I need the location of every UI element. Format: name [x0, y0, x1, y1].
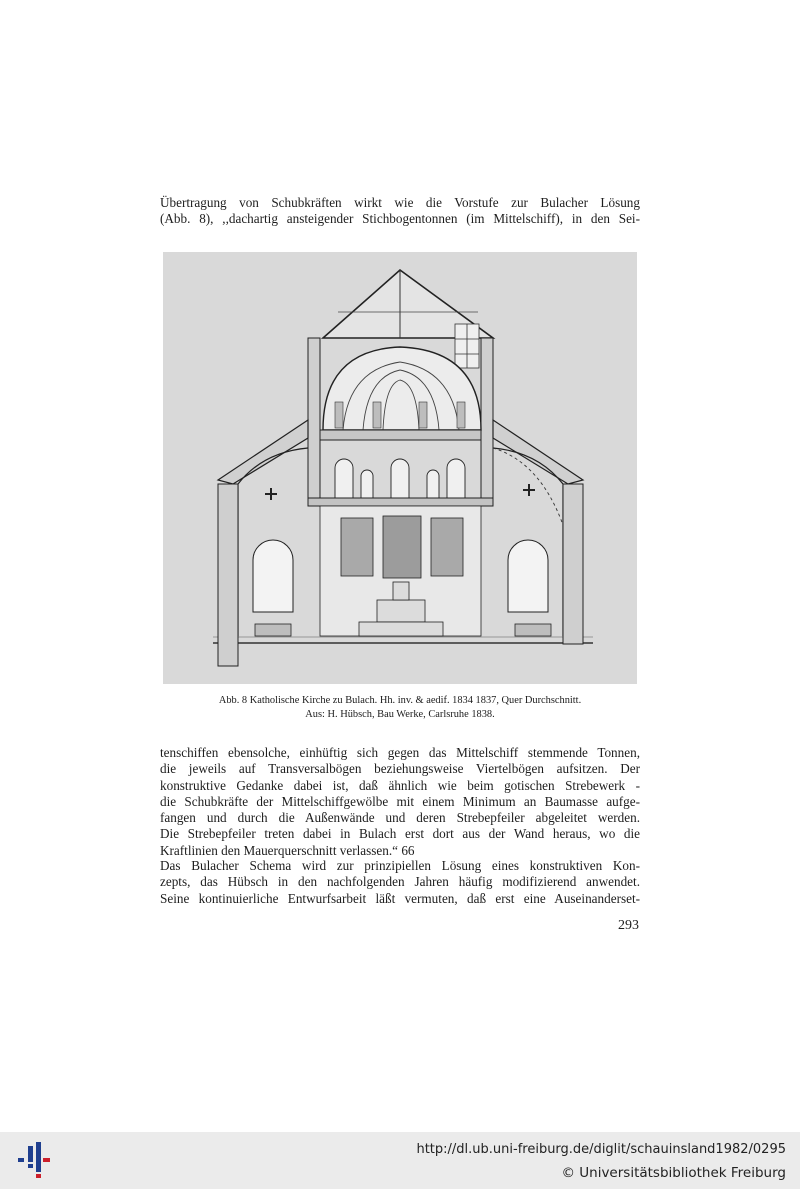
body-text-paragraph: [160, 745, 640, 859]
figure-caption-source: Aus: H. Hübsch, Bau Werke, Carlsruhe 1838.: [305, 709, 495, 720]
text-line: Das Bulacher Schema wird zur prinzipiellen Lösung eines konstruktiven Kon-: [160, 858, 640, 873]
ub-freiburg-logo-icon[interactable]: [14, 1140, 54, 1180]
text-line: konstruktive Gedanke dabei ist, daß ähnlich wie beim gotischen Strebewerk -: [160, 777, 640, 793]
text-line: fangen und durch die Außenwände und deren Strebepfeiler abgeleitet werden.: [160, 810, 640, 826]
text-line: Kraftlinien den Mauerquerschnitt verlassen.“ 66: [160, 842, 415, 858]
cross-section-drawing: [163, 252, 637, 684]
text-line: Übertragung von Schubkräften wirkt wie die Vorstufe zur Bulacher Lösung: [160, 195, 640, 210]
text-line: Seine kontinuierliche Entwurfsarbeit läßt vermuten, daß erst eine Auseinanderset-: [160, 890, 640, 906]
body-text-top: [160, 195, 640, 228]
viewer-footer: [0, 1132, 800, 1189]
church-cross-section-figure: [163, 252, 637, 684]
text-line: zepts, das Hübsch in den nachfolgenden Jahren häufig modifizierend anwendet.: [160, 874, 640, 890]
text-line: die Schubkräfte der Mittelschiffgewölbe mit einem Minimum an Baumasse aufge-: [160, 793, 640, 809]
body-text-paragraph: [160, 858, 640, 907]
document-url-link[interactable]: http://dl.ub.uni-freiburg.de/diglit/schauinsland1982/0295: [416, 1142, 786, 1157]
text-line: tenschiffen ebensolche, einhüftig sich gegen das Mittelschiff stemmende Tonnen,: [160, 745, 640, 760]
copyright-notice: © Universitätsbibliothek Freiburg: [561, 1165, 786, 1181]
text-line: Die Strebepfeiler treten dabei in Bulach erst dort aus der Wand heraus, wo die: [160, 826, 640, 842]
text-line: (Abb. 8), ,,dachartig ansteigender Stichbogentonnen (im Mittelschiff), in den Sei-: [160, 211, 640, 227]
text-line: die jeweils auf Transversalbögen beziehungsweise Viertelbögen aufsitzen. Der: [160, 761, 640, 777]
page-number: 293: [618, 918, 639, 933]
figure-caption: Abb. 8 Katholische Kirche zu Bulach. Hh. inv. & aedif. 1834 1837, Quer Durchschnitt.: [218, 695, 582, 706]
